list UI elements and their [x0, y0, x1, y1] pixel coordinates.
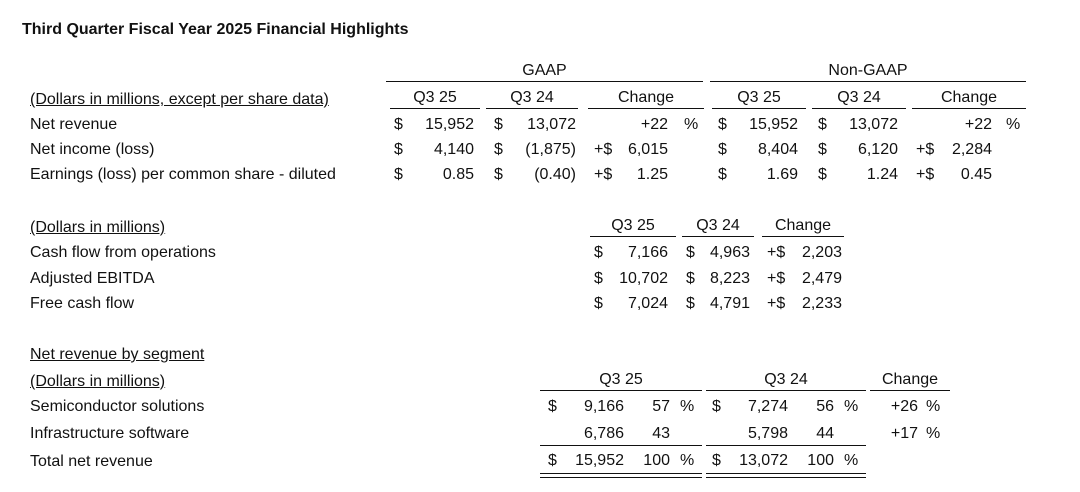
change-prefix: +$: [767, 295, 786, 312]
percent-sign: %: [680, 452, 695, 469]
currency-symbol: $: [548, 398, 557, 415]
change-value: +26: [890, 398, 918, 415]
t1-col-g-q324: Q3 24: [510, 89, 554, 106]
t1-col-n-change: Change: [940, 89, 998, 106]
t1-col-g-q325: Q3 25: [413, 89, 457, 106]
t3-col-rule: [706, 390, 866, 391]
t2-col-rule: [590, 236, 676, 237]
change-prefix: +$: [767, 244, 786, 261]
q325-value: 10,702: [619, 270, 668, 287]
t1-col-rule: [812, 108, 906, 109]
gaap-q324-value: (1,875): [525, 141, 576, 158]
t1-col-rule: [486, 108, 578, 109]
t1-col-g-change: Change: [617, 89, 675, 106]
gaap-change-value: 6,015: [627, 141, 668, 158]
nongaap-q325-value: 8,404: [757, 141, 798, 158]
currency-symbol: $: [494, 141, 503, 158]
currency-symbol: $: [712, 452, 721, 469]
row-label: Net income (loss): [30, 141, 155, 158]
currency-symbol: $: [686, 244, 695, 261]
percent-sign: %: [844, 398, 859, 415]
currency-symbol: $: [594, 295, 603, 312]
t3-col-rule: [870, 390, 950, 391]
currency-symbol: $: [818, 166, 827, 183]
currency-symbol: $: [818, 141, 827, 158]
q324-value: 7,274: [747, 398, 788, 415]
q325-value: 7,024: [627, 295, 668, 312]
currency-symbol: $: [818, 116, 827, 133]
currency-symbol: $: [548, 452, 557, 469]
q325-percent: 57: [652, 398, 670, 415]
currency-symbol: $: [686, 295, 695, 312]
t1-col-rule: [712, 108, 806, 109]
t3-col-q324: Q3 24: [764, 371, 808, 388]
table3-heading: Net revenue by segment: [30, 346, 205, 363]
currency-symbol: $: [718, 116, 727, 133]
t1-col-rule: [588, 108, 704, 109]
subtotal-rule: [706, 445, 866, 446]
q324-value: 8,223: [709, 270, 750, 287]
percent-sign: %: [844, 452, 859, 469]
gaap-change-value: +22: [640, 116, 668, 133]
table3-units-label: (Dollars in millions): [30, 373, 166, 390]
non-gaap-header: Non-GAAP: [828, 62, 908, 79]
q324-value: 4,791: [709, 295, 750, 312]
change-prefix: +$: [916, 141, 935, 158]
change-prefix: +$: [594, 141, 613, 158]
row-label: Total net revenue: [30, 453, 153, 470]
non-gaap-rule: [710, 81, 1026, 82]
row-label: Net revenue: [30, 116, 118, 133]
t1-col-n-q324: Q3 24: [837, 89, 881, 106]
total-double-rule: [540, 473, 702, 478]
currency-symbol: $: [594, 244, 603, 261]
currency-symbol: $: [394, 141, 403, 158]
row-label: Cash flow from operations: [30, 244, 216, 261]
gaap-q324-value: (0.40): [534, 166, 576, 183]
row-label: Adjusted EBITDA: [30, 270, 155, 287]
percent-sign: %: [680, 398, 695, 415]
q324-percent: 56: [816, 398, 834, 415]
q325-value: 9,166: [583, 398, 624, 415]
currency-symbol: $: [718, 141, 727, 158]
percent-sign: %: [1006, 116, 1021, 133]
currency-symbol: $: [394, 166, 403, 183]
table2-units-label: (Dollars in millions): [30, 219, 166, 236]
row-label: Free cash flow: [30, 295, 135, 312]
change-value: +17: [890, 425, 918, 442]
percent-sign: %: [926, 398, 941, 415]
gaap-q325-value: 15,952: [425, 116, 474, 133]
t1-col-n-q325: Q3 25: [737, 89, 781, 106]
change-value: 2,233: [801, 295, 842, 312]
page-title: Third Quarter Fiscal Year 2025 Financial Highlights: [22, 21, 409, 38]
gaap-rule: [386, 81, 703, 82]
t1-col-rule: [912, 108, 1026, 109]
subtotal-rule: [540, 445, 702, 446]
change-value: 2,479: [801, 270, 842, 287]
total-double-rule: [706, 473, 866, 478]
nongaap-q324-value: 13,072: [849, 116, 898, 133]
table1-units-label: (Dollars in millions, except per share data): [30, 91, 329, 108]
t1-col-rule: [390, 108, 480, 109]
nongaap-q325-value: 1.69: [766, 166, 798, 183]
row-label: Semiconductor solutions: [30, 398, 205, 415]
t2-col-rule: [682, 236, 754, 237]
row-label: Infrastructure software: [30, 425, 190, 442]
t2-col-q324: Q3 24: [696, 217, 740, 234]
q325-value: 7,166: [627, 244, 668, 261]
currency-symbol: $: [712, 398, 721, 415]
q324-value: 4,963: [709, 244, 750, 261]
nongaap-q325-value: 15,952: [749, 116, 798, 133]
q324-percent: 100: [807, 452, 834, 469]
nongaap-q324-value: 1.24: [866, 166, 898, 183]
row-label: Earnings (loss) per common share - diluted: [30, 166, 336, 183]
t2-col-rule: [762, 236, 844, 237]
q324-percent: 44: [816, 425, 834, 442]
currency-symbol: $: [594, 270, 603, 287]
change-prefix: +$: [594, 166, 613, 183]
nongaap-q324-value: 6,120: [857, 141, 898, 158]
percent-sign: %: [926, 425, 941, 442]
q324-value: 5,798: [747, 425, 788, 442]
q325-percent: 43: [652, 425, 670, 442]
t2-col-q325: Q3 25: [611, 217, 655, 234]
t2-col-change: Change: [774, 217, 832, 234]
q324-value: 13,072: [739, 452, 788, 469]
currency-symbol: $: [494, 116, 503, 133]
currency-symbol: $: [394, 116, 403, 133]
change-value: 2,203: [801, 244, 842, 261]
t3-col-q325: Q3 25: [599, 371, 643, 388]
gaap-q325-value: 0.85: [442, 166, 474, 183]
q325-value: 15,952: [575, 452, 624, 469]
currency-symbol: $: [686, 270, 695, 287]
gaap-change-value: 1.25: [636, 166, 668, 183]
q325-percent: 100: [643, 452, 670, 469]
nongaap-change-value: 2,284: [951, 141, 992, 158]
gaap-q324-value: 13,072: [527, 116, 576, 133]
nongaap-change-value: 0.45: [960, 166, 992, 183]
change-prefix: +$: [767, 270, 786, 287]
currency-symbol: $: [718, 166, 727, 183]
t3-col-rule: [540, 390, 702, 391]
change-prefix: +$: [916, 166, 935, 183]
gaap-header: GAAP: [522, 62, 567, 79]
percent-sign: %: [684, 116, 699, 133]
currency-symbol: $: [494, 166, 503, 183]
q325-value: 6,786: [583, 425, 624, 442]
t3-col-change: Change: [881, 371, 939, 388]
gaap-q325-value: 4,140: [433, 141, 474, 158]
nongaap-change-value: +22: [964, 116, 992, 133]
